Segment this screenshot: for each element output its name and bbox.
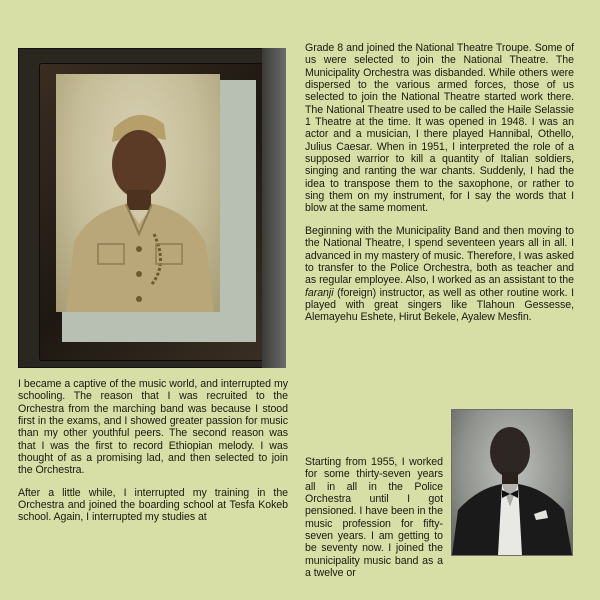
right-paragraph-1: Grade 8 and joined the National Theatre Troupe. Some of us were selected to join the National Theatre. The Municipality Orchestra was disbanded. While others were dispersed to the various armed forces, those of us selected to join the National Theatre started work there. The National Theatre used to be called the Haile Selassie 1 Theatre at the time. It was opened in 1948. I was an actor and a musician, I there played Hannibal, Othello, Julius Caesar. When in 1951, I interpreted the role of a supposed warrior to kill a quantity of Italian soldiers, singing and ranting the war chants. Suddenly, I had the idea to transpose them to the saxophone, or rather to sing them on my instrument, for I say the words that I blow at the same moment.: [305, 42, 574, 215]
right-column-narrow-text: [305, 456, 443, 589]
left-paragraph-2: After a little while, I interrupted my training in the Orchestra and joined the boarding school at Tesfa Kokeb school. Again, I interrupted my studies at: [18, 486, 288, 524]
left-paragraph-1: I became a captive of the music world, and interrupted my schooling. The reason that I was recruited to the Orchestra from the marching band was because I stood first in the exams, and I showed greater passion for music than my other youthful peers. The second reason was that I was the first to record Ethiopian melody. I was thought of as a promising lad, and then selected to join the Orchestra.: [18, 378, 288, 477]
tuxedo-portrait-photo: [452, 410, 572, 555]
right-paragraph-2: [305, 225, 574, 324]
right-paragraph-2-part-a: Beginning with the Municipality Band and then moving to the National Theatre, I spend seventeen years all in all. I advanced in my mastery of music. Therefore, I was asked to transfer to the Police Orchestra, both as teacher and as regular employee. Also, I worked as an assistant to the: [305, 224, 574, 287]
right-column-text: [305, 42, 574, 334]
faranji-italic: faranji: [305, 286, 334, 299]
right-paragraph-2-part-c: Starting from 1955, I worked for some thirty-seven years all in all in the Police Orchestra until I got pensioned. I have been in the music profession for fifty-seven years. I am getting to be seventy now. I joined the municipality music band as a a twelve or: [305, 456, 443, 580]
soldier-portrait: [56, 74, 220, 312]
right-paragraph-2-part-b: (foreign) instructor, as well as other routine work. I played with great singers like Tlahoun Gessesse, Alemayehu Eshete, Hirut Bekele, Ayalew Mesfin.: [305, 286, 574, 324]
left-column-text: [18, 378, 288, 534]
wall-background: [262, 48, 286, 368]
framed-portrait-photo: [18, 48, 286, 368]
